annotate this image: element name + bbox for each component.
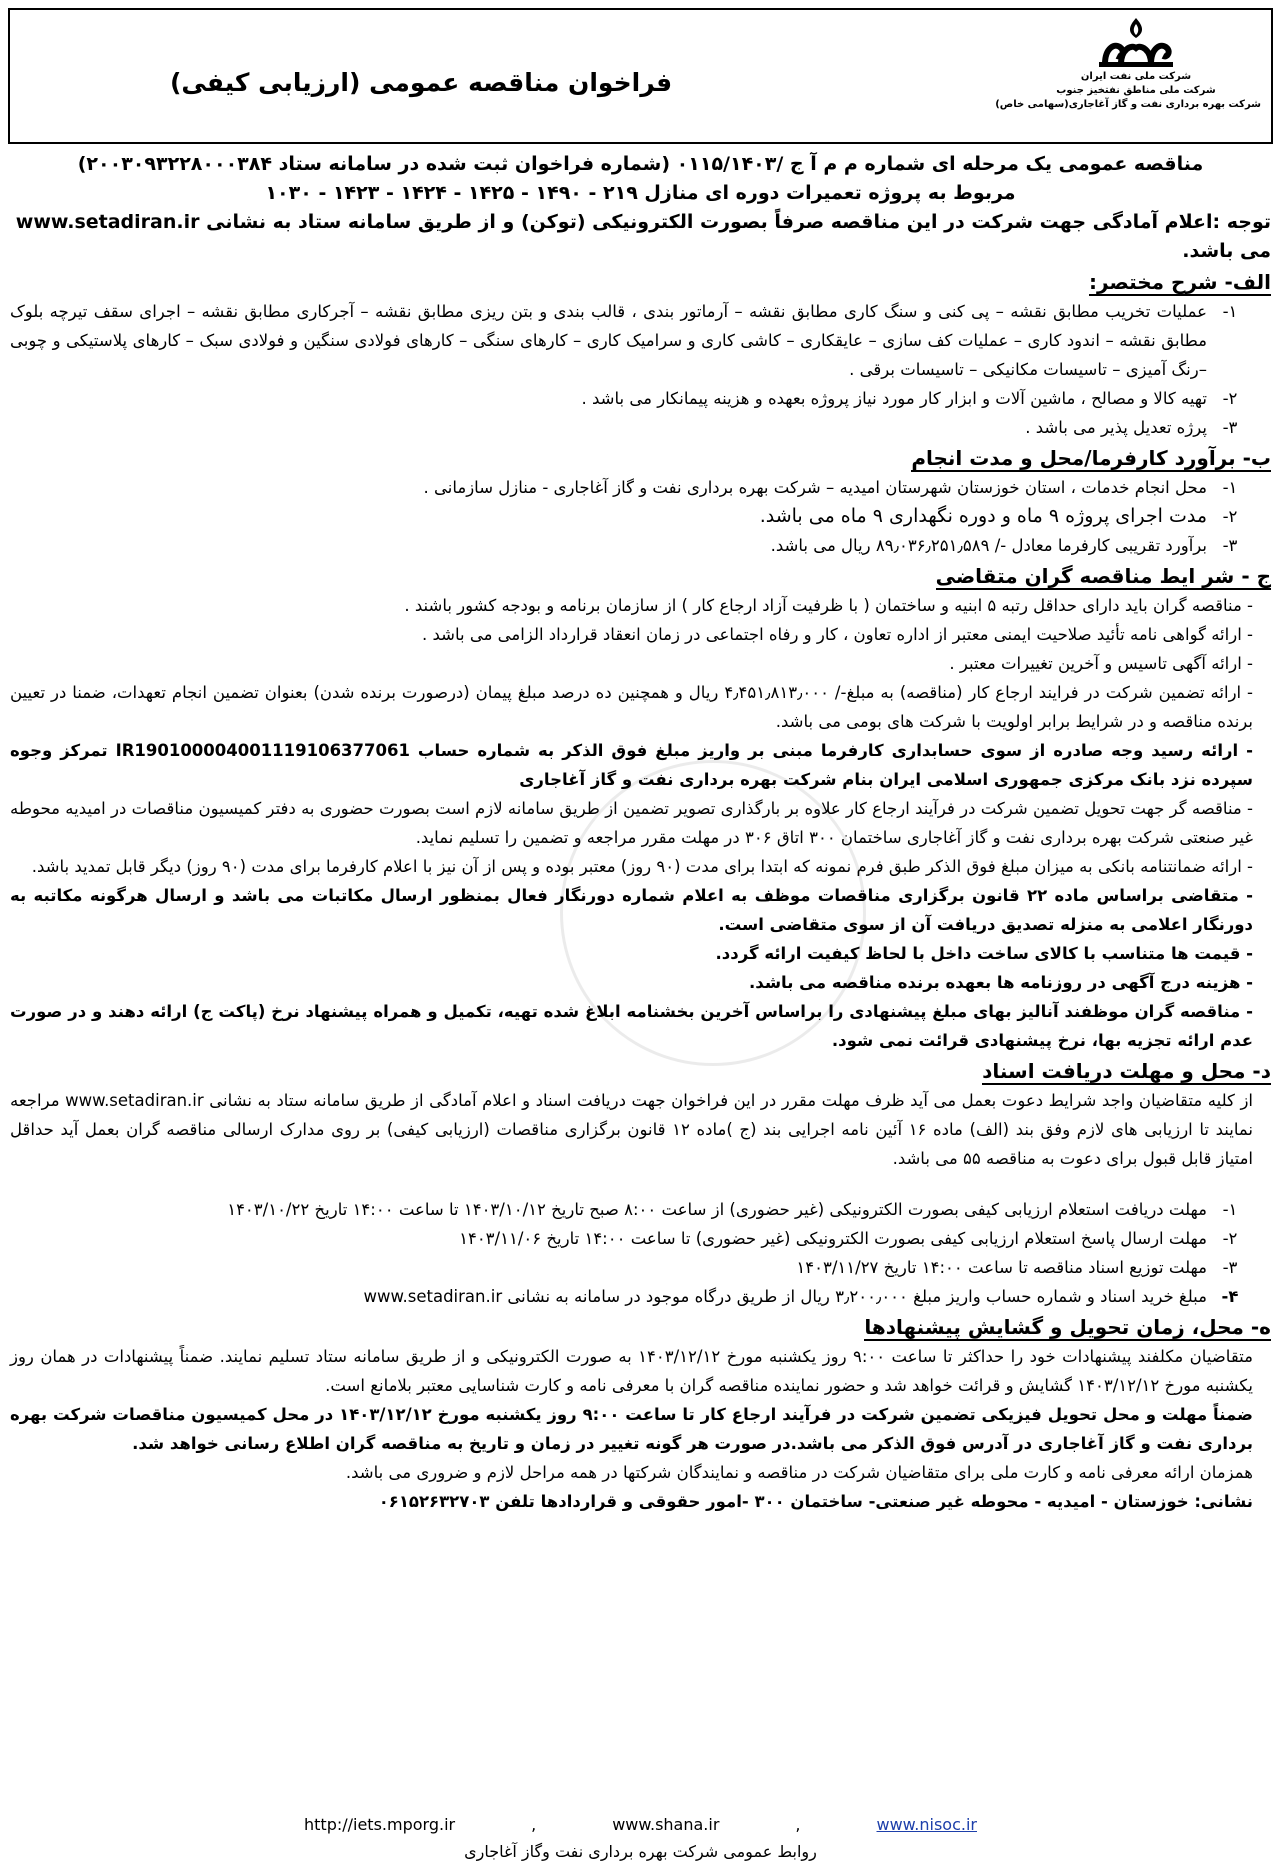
- link-separator: ,: [531, 1815, 537, 1834]
- company-logo: [995, 14, 1261, 112]
- section-d-title: د- محل و مهلت دریافت اسناد: [982, 1059, 1271, 1083]
- section-b-item: ۳- برآورد تقریبی کارفرما معادل -/ ۸۹٫۰۳۶٫۲۵۱٫۵۸۹ ریال می باشد.: [770, 536, 1238, 555]
- notice-line: توجه :اعلام آمادگی جهت شرکت در این مناقصه صرفاً بصورت الکترونیکی (توکن) و از طریق سامانه ستاد به نشانی www.setadiran.ir می باشد.: [15, 211, 1271, 262]
- section-c-item: - هزینه درج آگهی در روزنامه ها بعهده برنده مناقصه می باشد.: [749, 973, 1253, 992]
- section-a-title: الف- شرح مختصر:: [1088, 270, 1271, 294]
- logo-line-2: شرکت ملی مناطق نفتخیز جنوب: [1056, 85, 1216, 96]
- section-b-item: ۲- مدت اجرای پروژه ۹ ماه و دوره نگهداری ۹ ماه می باشد.: [759, 505, 1238, 527]
- link-nisoc[interactable]: www.nisoc.ir: [876, 1815, 977, 1834]
- section-c-item: - مناقصه گر جهت تحویل تضمین شرکت در فرآیند ارجاع کار علاوه بر بارگذاری تصویر تضمین از طریق سامانه لازم است بصورت حضوری به دفتر کمیسیون مناقصات در امیدیه محوطه غیر صنعتی شرکت بهره برداری نفت و گاز آغاجاری ساختمان ۳۰۰ اتاق ۳۰۶ در مهلت مقرر مراجعه و تضمین را تسلیم نماید.: [10, 799, 1253, 847]
- section-c-item: - ارائه ضمانتنامه بانکی به میزان مبلغ فوق الذکر طبق فرم نمونه که ابتدا برای مدت (۹۰ روز) معتبر بوده و پس از آن نیز با اعلام کارفرما برای مدت (۹۰ روز) دیگر قابل تمدید باشد.: [31, 857, 1253, 876]
- section-e-para-3: همزمان ارائه معرفی نامه و کارت ملی برای متقاضیان شرکت در مناقصه و نمایندگان شرکتها در همه مراحل لازم و ضروری می باشد.: [345, 1463, 1253, 1482]
- nioc-logo-icon: [1091, 14, 1181, 70]
- section-b-item: ۱- محل انجام خدمات ، استان خوزستان شهرستان امیدیه – شرکت بهره برداری نفت و گاز آغاجاری - منازل سازمانی .: [423, 478, 1238, 497]
- tender-project-line: مربوط به پروژه تعمیرات دوره ای منازل ۲۱۹ - ۱۴۹۰ - ۱۴۲۵ - ۱۴۲۴ - ۱۴۲۳ - ۱۰۳۰: [265, 182, 1016, 204]
- section-e-title: ه- محل، زمان تحویل و گشایش پیشنهادها: [864, 1315, 1271, 1339]
- logo-line-3: شرکت بهره برداری نفت و گاز آغاجاری(سهامی خاص): [995, 99, 1261, 110]
- section-a-item: ۳- پرژه تعدیل پذیر می باشد .: [1025, 418, 1238, 437]
- section-d-item: ۳- مهلت توزیع اسناد مناقصه تا ساعت ۱۴:۰۰ تاریخ ۱۴۰۳/۱۱/۲۷: [796, 1258, 1238, 1277]
- link-separator: ,: [795, 1815, 801, 1834]
- section-c-title: ج - شر ایط مناقصه گران متقاضی: [935, 564, 1271, 588]
- link-shana[interactable]: www.shana.ir: [612, 1815, 720, 1834]
- address-line: نشانی: خوزستان - امیدیه - محوطه غیر صنعتی- ساختمان ۳۰۰ -امور حقوقی و قراردادها تلفن ۰۶۱۵۲۶۳۲۷۰۳: [378, 1492, 1253, 1511]
- footer: [0, 1815, 1281, 1861]
- header-box: [8, 8, 1273, 144]
- section-e-para-1: متقاضیان مکلفند پیشنهادات خود را حداکثر تا ساعت ۹:۰۰ روز یکشنبه مورخ ۱۴۰۳/۱۲/۱۲ به صورت الکترونیکی و از طریق سامانه ستاد تسلیم نمایند. ضمناً پیشنهادات در همان روز یکشنبه مورخ ۱۴۰۳/۱۲/۱۲ گشایش و قرائت خواهد شد و حضور نماینده مناقصه گران با معرفی نامه و کارت شناسایی معتبر بلامانع است.: [10, 1347, 1254, 1395]
- announcement-body: [10, 150, 1271, 1516]
- section-c-item: - ارائه گواهی نامه تأئید صلاحیت ایمنی معتبر از اداره تعاون ، کار و رفاه اجتماعی در زمان انعقاد قرارداد الزامی می باشد .: [421, 625, 1253, 644]
- section-c-item: - مناقصه گران موظفند آنالیز بهای مبلغ پیشنهادی را براساس آخرین بخشنامه ابلاغ شده تهیه، تکمیل و همراه پیشنهاد نرخ (پاکت ج) ارائه دهند و در صورت عدم ارائه تجزیه بها، نرخ پیشنهادی قرائت نمی شود.: [10, 1002, 1253, 1050]
- section-c-item: - ارائه رسید وجه صادره از سوی حسابداری کارفرما مبنی بر واریز مبلغ فوق الذکر به شماره حساب IR190100004001119106377061 تمرکز وجوه سپرده نزد بانک مرکزی جمهوری اسلامی ایران بنام شرکت بهره برداری نفت و گاز آغاجاری: [10, 741, 1253, 789]
- section-d-item: ۲- مهلت ارسال پاسخ استعلام ارزیابی کیفی بصورت الکترونیکی (غیر حضوری) تا ساعت ۱۴:۰۰ تاریخ ۱۴۰۳/۱۱/۰۶: [459, 1229, 1238, 1248]
- section-e-para-2: ضمناً مهلت و محل تحویل فیزیکی تضمین شرکت در فرآیند ارجاع کار تا ساعت ۹:۰۰ روز یکشنبه مورخ ۱۴۰۳/۱۲/۱۲ در محل کمیسیون مناقصات شرکت بهره برداری نفت و گاز آغاجاری در آدرس فوق الذکر می باشد.در صورت هر گونه تغییر در زمان و تاریخ به مناقصه گران اطلاع رسانی خواهد شد.: [10, 1405, 1253, 1453]
- section-b-title: ب- برآورد کارفرما/محل و مدت انجام: [911, 446, 1271, 470]
- section-c-item: - متقاضی براساس ماده ۲۲ قانون برگزاری مناقصات موظف به اعلام شماره دورنگار فعال بمنظور ارسال مکاتبات می باشد و ارسال هرگونه مکاتبه به دورنگار اعلامی به منزله تصدیق دریافت آن از سوی متقاضی است.: [10, 886, 1253, 934]
- section-d-intro: از کلیه متقاضیان واجد شرایط دعوت بعمل می آید ظرف مهلت مقرر در این فراخوان جهت دریافت اسناد و اعلام آمادگی از طریق سامانه ستاد به نشانی www.setadiran.ir مراجعه نمایند تا ارزیابی های لازم وفق بند (الف) ماده ۱۶ آئین نامه اجرایی بند (ج )ماده ۱۲ قانون برگزاری مناقصات (ارزیابی کیفی) بر روی مدارک ارسالی مناقصه گران بعمل آید حداقل امتیاز قابل قبول برای دعوت به مناقصه ۵۵ می باشد.: [10, 1091, 1253, 1168]
- section-d-item: ۴- مبلغ خرید اسناد و شماره حساب واریز مبلغ ۳٫۲۰۰٫۰۰۰ ریال از طریق درگاه موجود در سامانه به نشانی www.setadiran.ir: [363, 1287, 1239, 1306]
- section-d-item: ۱- مهلت دریافت استعلام ارزیابی کیفی بصورت الکترونیکی (غیر حضوری) از ساعت ۸:۰۰ صبح تاریخ ۱۴۰۳/۱۰/۱۲ تا ساعت ۱۴:۰۰ تاریخ ۱۴۰۳/۱۰/۲۲: [227, 1200, 1238, 1219]
- section-a-item: ۱- عملیات تخریب مطابق نقشه – پی کنی و سنگ کاری مطابق نقشه – آرماتور بندی ، قالب بندی و بتن ریزی مطابق نقشه – آجرکاری مطابق نقشه – اجرای سقف تیرچه بلوک مطابق نقشه – اندود کاری – عملیات کف سازی – عایقکاری – کاشی کاری و سرامیک کاری – کارهای سنگی – کارهای فولادی سنگین و فولادی سبک – کارهای پلاستیکی و چوبی –رنگ آمیزی – تاسیسات مکانیکی – تاسیسات برقی .: [10, 302, 1238, 379]
- tender-number-line: مناقصه عمومی یک مرحله ای شماره م م آ ج /۰۱۱۵/۱۴۰۳ (شماره فراخوان ثبت شده در سامانه ستاد ۲۰۰۳۰۹۳۲۲۸۰۰۰۳۸۴): [77, 153, 1204, 175]
- footer-links: [0, 1815, 1281, 1834]
- section-c-item: - ارائه آگهی تاسیس و آخرین تغییرات معتبر .: [949, 654, 1253, 673]
- section-a-item: ۲- تهیه کالا و مصالح ، ماشین آلات و ابزار کار مورد نیاز پروژه بعهده و هزینه پیمانکار می باشد .: [581, 389, 1238, 408]
- section-c-item: - مناقصه گران باید دارای حداقل رتبه ۵ ابنیه و ساختمان ( با ظرفیت آزاد ارجاع کار ) از سازمان برنامه و بودجه کشور باشند .: [404, 596, 1253, 615]
- page-title: فراخوان مناقصه عمومی (ارزیابی کیفی): [170, 68, 673, 97]
- link-iets[interactable]: http://iets.mporg.ir: [304, 1815, 456, 1834]
- section-c-item: - ارائه تضمین شرکت در فرایند ارجاع کار (مناقصه) به مبلغ-/ ۴٫۴۵۱٫۸۱۳٫۰۰۰ ریال و همچنین ده درصد مبلغ پیمان (درصورت برنده شدن) بعنوان تضمین انجام تعهدات، ضمنا در تعیین برنده مناقصه و در شرایط برابر اولویت با شرکت های بومی می باشد.: [10, 683, 1253, 731]
- section-c-item: - قیمت ها متناسب با کالای ساخت داخل با لحاظ کیفیت ارائه گردد.: [715, 944, 1253, 963]
- public-relations-signature: روابط عمومی شرکت بهره برداری نفت وگاز آغاجاری: [464, 1842, 817, 1861]
- logo-line-1: شرکت ملی نفت ایران: [1080, 71, 1192, 82]
